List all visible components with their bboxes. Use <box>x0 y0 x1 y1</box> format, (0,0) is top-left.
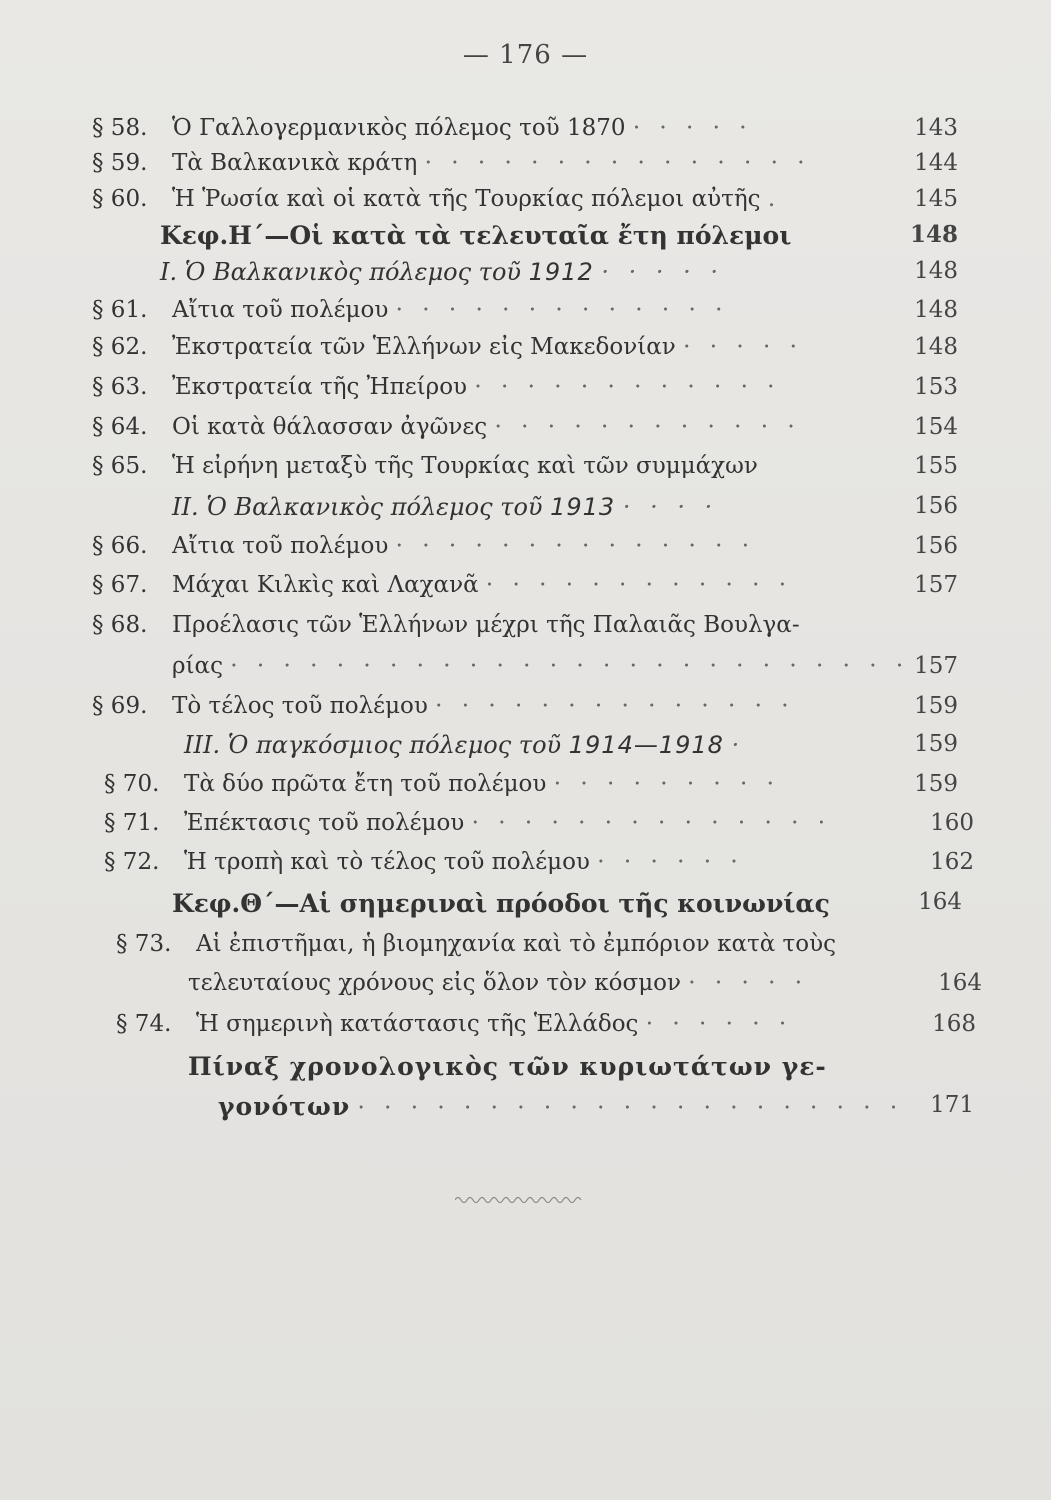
subheading-title: Ι. Ὁ Βαλκανικὸς πόλεμος τοῦ <box>160 258 521 286</box>
subheading-1912 <box>160 258 958 286</box>
leader-dots: · · · · · · <box>597 849 744 875</box>
entry-title: Πίναξ χρονολογικὸς τῶν κυριωτάτων γε- <box>188 1052 827 1081</box>
section-number: § 60. <box>92 186 148 212</box>
page-ref: 168 <box>932 1011 976 1037</box>
toc-entry-62 <box>92 334 958 360</box>
page-ref: 154 <box>914 414 958 440</box>
toc-entry-72 <box>104 849 974 875</box>
section-number: § 66. <box>92 533 148 559</box>
page-ref: 156 <box>914 533 958 559</box>
entry-title: Οἱ κατὰ θάλασσαν ἀγῶνες <box>172 414 488 440</box>
toc-entry-68 <box>92 612 958 638</box>
toc-entry-69 <box>92 693 958 719</box>
leader-dots: · · · · · <box>688 970 809 996</box>
entry-title: Ἐκστρατεία τῆς Ἠπείρου <box>172 374 468 400</box>
toc-entry-61 <box>92 297 958 323</box>
section-number: § 62. <box>92 334 148 360</box>
leader-dots: · · · · · · · · · · · · · <box>395 297 729 323</box>
chronological-table-entry <box>188 1052 968 1081</box>
chapter-title: Κεφ.Θ΄—Αἱ σημεριναὶ πρόοδοι τῆς κοινωνίας <box>172 889 830 918</box>
page-ref: 160 <box>930 810 974 836</box>
toc-entry-73-cont <box>188 970 982 996</box>
section-number: § 74. <box>116 1011 172 1037</box>
subheading-year: 1913 <box>550 493 616 521</box>
leader-dots: · · · · · · · · · · · · · · <box>395 533 756 559</box>
section-number: § 63. <box>92 374 148 400</box>
entry-title: Ὁ Γαλλογερμανικὸς πόλεμος τοῦ 1870 <box>172 115 626 141</box>
toc-entry-59 <box>92 150 958 176</box>
leader-dots: · · · · · <box>683 334 803 360</box>
page-ref: 156 <box>914 493 958 519</box>
toc-entry-63 <box>92 374 958 400</box>
section-number: § 68. <box>92 612 148 638</box>
section-number: § 70. <box>104 771 160 797</box>
section-number: § 73. <box>116 931 172 957</box>
entry-title: Ἡ σημερινὴ κατάστασις τῆς Ἑλλάδος <box>196 1011 639 1037</box>
page-ref: 164 <box>938 970 982 996</box>
leader-dots: · · · · · · · · · · · · · · · · · · · · · · · · · · <box>230 653 910 679</box>
entry-title-continued: τελευταίους χρόνους εἰς ὅλον τὸν κόσμον <box>188 970 681 996</box>
page-ref: 148 <box>909 221 958 248</box>
subheading-1914-1918 <box>184 731 958 759</box>
toc-entry-66 <box>92 533 958 559</box>
subheading-year: 1912 <box>528 258 594 286</box>
entry-title: Ἐπέκτασις τοῦ πολέμου <box>184 810 465 836</box>
entry-title: Ἡ τροπὴ καὶ τὸ τέλος τοῦ πολέμου <box>184 849 590 875</box>
leader-dots: · · · · · · · · · · · · · · <box>471 810 832 836</box>
section-number: § 67. <box>92 572 148 598</box>
page-ref: 148 <box>914 297 958 323</box>
subheading-title: ΙΙΙ. Ὁ παγκόσμιος πόλεμος τοῦ <box>184 731 562 759</box>
leader-dots: · · · · · · · · · <box>553 771 780 797</box>
page-ref: 155 <box>914 453 958 479</box>
section-number: § 72. <box>104 849 160 875</box>
toc-entry-74 <box>116 1011 976 1037</box>
toc-entry-65 <box>92 453 958 479</box>
entry-title: Ἡ εἰρήνη μεταξὺ τῆς Τουρκίας καὶ τῶν συμμάχων <box>172 453 758 479</box>
leader-dots: · · · · <box>622 493 719 521</box>
entry-title-continued: ρίας <box>172 653 223 679</box>
entry-title: Αἱ ἐπιστῆμαι, ἡ βιομηχανία καὶ τὸ ἐμπόριον κατὰ τοὺς <box>196 931 836 957</box>
page-ref: 148 <box>914 334 958 360</box>
leader-dots: · · · · · <box>632 115 753 141</box>
entry-title: Τὸ τέλος τοῦ πολέμου <box>172 693 428 719</box>
page-ref: 145 <box>914 186 958 212</box>
toc-entry-70 <box>104 771 958 797</box>
entry-title: Αἴτια τοῦ πολέμου <box>172 297 389 323</box>
page-ref: 164 <box>918 889 962 915</box>
chapter-title: Κεφ.Η΄—Οἱ κατὰ τὰ τελευταῖα ἔτη πόλεμοι <box>160 221 792 250</box>
chapter-heading-8 <box>160 221 958 250</box>
entry-title: Αἴτια τοῦ πολέμου <box>172 533 389 559</box>
section-number: § 61. <box>92 297 148 323</box>
leader-dots: · · · · · <box>601 258 725 286</box>
section-number: § 71. <box>104 810 160 836</box>
section-number: § 58. <box>92 115 148 141</box>
subheading-1913 <box>172 493 958 521</box>
entry-title: Τὰ Βαλκανικὰ κράτη <box>172 150 418 176</box>
entry-title: Προέλασις τῶν Ἑλλήνων μέχρι τῆς Παλαιᾶς Βουλγα- <box>172 612 800 638</box>
page-ref: 157 <box>914 572 958 598</box>
page-ref: 162 <box>930 849 974 875</box>
entry-title: Ἡ Ῥωσία καὶ οἱ κατὰ τῆς Τουρκίας πόλεμοι αὐτῆς <box>172 186 761 212</box>
toc-entry-71 <box>104 810 974 836</box>
toc-entry-60 <box>92 186 958 212</box>
leader-dots: · · · · · · · · · · · · <box>494 414 801 440</box>
page-number: — 176 — <box>462 40 589 70</box>
leader-dots: · · · · · · · · · · · · · · · <box>424 150 811 176</box>
page-ref: 148 <box>914 258 958 284</box>
leader-dots: · · · · · · · · · · · · · · · · · · · · · <box>357 1095 904 1121</box>
subheading-year: 1914—1918 <box>568 731 724 759</box>
leader-dots: . <box>767 186 782 212</box>
subheading-title: ΙΙ. Ὁ Βαλκανικὸς πόλεμος τοῦ <box>172 493 543 521</box>
toc-entry-68-cont <box>172 653 958 679</box>
entry-title: Τὰ δύο πρῶτα ἔτη τοῦ πολέμου <box>184 771 547 797</box>
section-number: § 59. <box>92 150 148 176</box>
section-number: § 69. <box>92 693 148 719</box>
section-number: § 65. <box>92 453 148 479</box>
leader-dots: · · · · · · <box>645 1011 793 1037</box>
page-ref: 144 <box>914 150 958 176</box>
chronological-table-entry-cont <box>218 1092 974 1121</box>
page-ref: 171 <box>930 1092 974 1118</box>
leader-dots: · · · · · · · · · · · · <box>474 374 781 400</box>
chapter-heading-9 <box>172 889 962 918</box>
leader-dots: · <box>731 731 746 759</box>
page-ref: 153 <box>914 374 958 400</box>
page-ref: 159 <box>914 771 958 797</box>
toc-entry-73 <box>116 931 976 957</box>
entry-title: Ἐκστρατεία τῶν Ἑλλήνων εἰς Μακεδονίαν <box>172 334 676 360</box>
page-ref: 159 <box>914 731 958 757</box>
page-ref: 157 <box>914 653 958 679</box>
leader-dots: · · · · · · · · · · · · <box>485 572 793 598</box>
toc-entry-58 <box>92 115 958 141</box>
toc-entry-64 <box>92 414 958 440</box>
page-ref: 143 <box>914 115 958 141</box>
toc-entry-67 <box>92 572 958 598</box>
entry-title: Μάχαι Κιλκὶς καὶ Λαχανᾶ <box>172 572 479 598</box>
page-ref: 159 <box>914 693 958 719</box>
section-number: § 64. <box>92 414 148 440</box>
ornamental-wavy-rule <box>455 1195 585 1205</box>
leader-dots: · · · · · · · · · · · · · · <box>435 693 795 719</box>
entry-title-continued: γονότων <box>218 1092 351 1121</box>
